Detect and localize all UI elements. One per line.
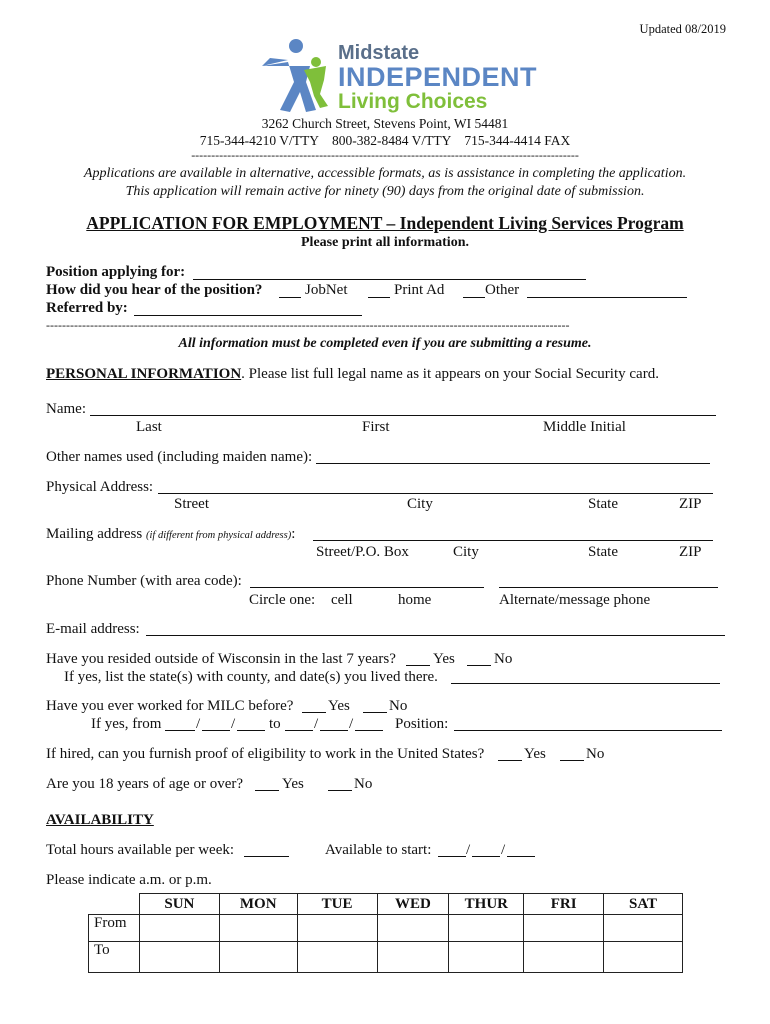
table-header-fri: FRI <box>524 894 604 915</box>
to-tue-cell[interactable] <box>297 942 377 973</box>
wisconsin-question: Have you resided outside of Wisconsin in the last 7 years? <box>46 651 396 667</box>
start-slash-1: / <box>466 842 471 858</box>
table-corner <box>89 894 140 915</box>
to-sun-cell[interactable] <box>139 942 219 973</box>
org-address: 3262 Church Street, Stevens Point, WI 54481 <box>261 116 509 131</box>
milc-to-slash-2: / <box>349 716 354 732</box>
physical-address-field[interactable] <box>158 493 713 494</box>
from-sat-cell[interactable] <box>604 915 683 942</box>
mailing-zip-caption: ZIP <box>679 544 702 560</box>
milc-question: Have you ever worked for MILC before? <box>46 698 294 714</box>
table-header-mon: MON <box>219 894 297 915</box>
table-header-thur: THUR <box>449 894 524 915</box>
milc-yes: Yes <box>328 698 350 714</box>
mailing-address-field[interactable] <box>313 540 713 541</box>
logo-figures-icon <box>258 36 338 116</box>
hours-per-week-label: Total hours available per week: <box>46 842 235 858</box>
wisconsin-no-field[interactable] <box>467 665 491 666</box>
age-question: Are you 18 years of age or over? <box>46 776 243 792</box>
jobnet-option: JobNet <box>305 282 348 298</box>
from-sun-cell[interactable] <box>139 915 219 942</box>
start-day-field[interactable] <box>472 856 500 857</box>
physical-city-caption: City <box>407 496 433 512</box>
milc-position-label: Position: <box>395 716 449 732</box>
email-label: E-mail address: <box>46 621 140 637</box>
org-phones: 715-344-4210 V/TTY 800-382-8484 V/TTY 715-344-4414 FAX <box>199 133 571 148</box>
circle-one-label: Circle one: <box>249 592 316 608</box>
hours-per-week-field[interactable] <box>244 856 289 857</box>
to-sat-cell[interactable] <box>604 942 683 973</box>
jobnet-checkbox-field[interactable] <box>279 297 301 298</box>
name-label: Name: <box>46 401 86 417</box>
phone-type-home[interactable]: home <box>398 592 432 608</box>
position-applying-label: Position applying for: <box>46 264 186 280</box>
header-dash-rule: ------------------------------------------------------------------------------------------------- <box>191 148 579 162</box>
milc-from-day[interactable] <box>202 730 230 731</box>
mailing-state-caption: State <box>588 544 618 560</box>
printad-checkbox-field[interactable] <box>368 297 390 298</box>
to-fri-cell[interactable] <box>524 942 604 973</box>
mailing-address-label <box>46 526 295 543</box>
logo <box>258 36 538 116</box>
wisconsin-followup: If yes, list the state(s) with county, and date(s) you lived there. <box>64 669 438 685</box>
wisconsin-yes: Yes <box>433 651 455 667</box>
phone-field[interactable] <box>250 587 484 588</box>
alt-phone-caption: Alternate/message phone <box>499 592 651 608</box>
milc-no-field[interactable] <box>363 712 387 713</box>
physical-state-caption: State <box>588 496 618 512</box>
age-yes-field[interactable] <box>255 790 279 791</box>
other-checkbox-field[interactable] <box>463 297 485 298</box>
form-title <box>0 213 770 234</box>
personal-info-heading: PERSONAL INFORMATION <box>46 366 242 382</box>
milc-to-label: to <box>269 716 281 732</box>
mailing-city-caption: City <box>453 544 479 560</box>
referred-by-field[interactable] <box>134 315 362 316</box>
resume-notice: All information must be completed even if you are submitting a resume. <box>178 336 592 351</box>
physical-zip-caption: ZIP <box>679 496 702 512</box>
milc-to-slash-1: / <box>314 716 319 732</box>
eligibility-yes-field[interactable] <box>498 760 522 761</box>
mailing-street-caption: Street/P.O. Box <box>316 544 409 560</box>
age-no: No <box>354 776 373 792</box>
table-row <box>89 915 683 942</box>
age-no-field[interactable] <box>328 790 352 791</box>
milc-to-year[interactable] <box>355 730 383 731</box>
milc-yes-field[interactable] <box>302 712 326 713</box>
section-dash-rule: ----------------------------------------------------------------------------------------------------------------------------------- <box>46 318 570 332</box>
table-header-tue: TUE <box>297 894 377 915</box>
milc-from-month[interactable] <box>165 730 195 731</box>
referred-by-label: Referred by: <box>46 300 128 316</box>
form-title-text: APPLICATION FOR EMPLOYMENT – Independent Living Services Program <box>86 213 684 233</box>
phone-label: Phone Number (with area code): <box>46 573 242 589</box>
milc-to-month[interactable] <box>285 730 313 731</box>
other-source-field[interactable] <box>527 297 687 298</box>
other-names-label: Other names used (including maiden name): <box>46 449 313 465</box>
row-label-from: From <box>89 915 140 942</box>
logo-line-2: INDEPENDENT <box>338 62 538 92</box>
table-row <box>89 942 683 973</box>
table-header-wed: WED <box>377 894 449 915</box>
row-label-to: To <box>89 942 140 973</box>
personal-info-intro <box>46 366 659 383</box>
name-middle-caption: Middle Initial <box>543 419 626 435</box>
table-header-row <box>89 894 683 915</box>
milc-position-field[interactable] <box>454 730 722 731</box>
eligibility-yes: Yes <box>524 746 546 762</box>
from-wed-cell[interactable] <box>377 915 449 942</box>
other-names-field[interactable] <box>316 463 710 464</box>
mailing-note: (if different from physical address) <box>145 530 292 541</box>
start-month-field[interactable] <box>438 856 466 857</box>
name-first-caption: First <box>362 419 390 435</box>
accessibility-notice: Applications are available in alternative, accessible formats, as is assistance in completing the application. <box>83 166 687 181</box>
email-field[interactable] <box>146 635 725 636</box>
name-last-caption: Last <box>136 419 162 435</box>
personal-info-instruction: . Please list full legal name as it appears on your Social Security card. <box>241 366 659 382</box>
physical-address-label: Physical Address: <box>46 479 154 495</box>
hear-position-label: How did you hear of the position? <box>46 282 263 298</box>
to-thur-cell[interactable] <box>449 942 524 973</box>
eligibility-no: No <box>586 746 605 762</box>
from-thur-cell[interactable] <box>449 915 524 942</box>
from-fri-cell[interactable] <box>524 915 604 942</box>
position-applying-field[interactable] <box>193 279 586 280</box>
physical-street-caption: Street <box>174 496 209 512</box>
table-header-sun: SUN <box>139 894 219 915</box>
other-option: Other <box>485 282 520 298</box>
validity-notice: This application will remain active for ninety (90) days from the original date of submission. <box>125 184 645 199</box>
start-slash-2: / <box>501 842 506 858</box>
table-header-sat: SAT <box>604 894 683 915</box>
start-date-label: Available to start: <box>325 842 432 858</box>
mailing-label-text: Mailing address <box>46 526 146 542</box>
logo-line-1: Midstate <box>338 42 420 64</box>
milc-no: No <box>389 698 408 714</box>
milc-to-day[interactable] <box>320 730 348 731</box>
from-mon-cell[interactable] <box>219 915 297 942</box>
updated-date: Updated 08/2019 <box>639 22 726 36</box>
age-yes: Yes <box>282 776 304 792</box>
milc-from-slash-1: / <box>196 716 201 732</box>
availability-table <box>88 893 683 973</box>
form-subtitle: Please print all information. <box>301 235 469 250</box>
alt-phone-field[interactable] <box>499 587 718 588</box>
from-tue-cell[interactable] <box>297 915 377 942</box>
to-mon-cell[interactable] <box>219 942 297 973</box>
milc-from-year[interactable] <box>237 730 265 731</box>
ampm-instruction: Please indicate a.m. or p.m. <box>46 872 212 888</box>
eligibility-no-field[interactable] <box>560 760 584 761</box>
availability-heading: AVAILABILITY <box>46 812 154 828</box>
mailing-colon: : <box>291 526 296 542</box>
printad-option: Print Ad <box>394 282 445 298</box>
to-wed-cell[interactable] <box>377 942 449 973</box>
eligibility-question: If hired, can you furnish proof of eligibility to work in the United States? <box>46 746 485 762</box>
milc-from-label: If yes, from <box>91 716 162 732</box>
wisconsin-no: No <box>494 651 513 667</box>
wisconsin-states-field[interactable] <box>451 683 720 684</box>
phone-type-cell[interactable]: cell <box>331 592 353 608</box>
milc-from-slash-2: / <box>231 716 236 732</box>
name-field[interactable] <box>90 415 716 416</box>
logo-line-3: Living Choices <box>338 90 488 113</box>
start-year-field[interactable] <box>507 856 535 857</box>
wisconsin-yes-field[interactable] <box>406 665 430 666</box>
